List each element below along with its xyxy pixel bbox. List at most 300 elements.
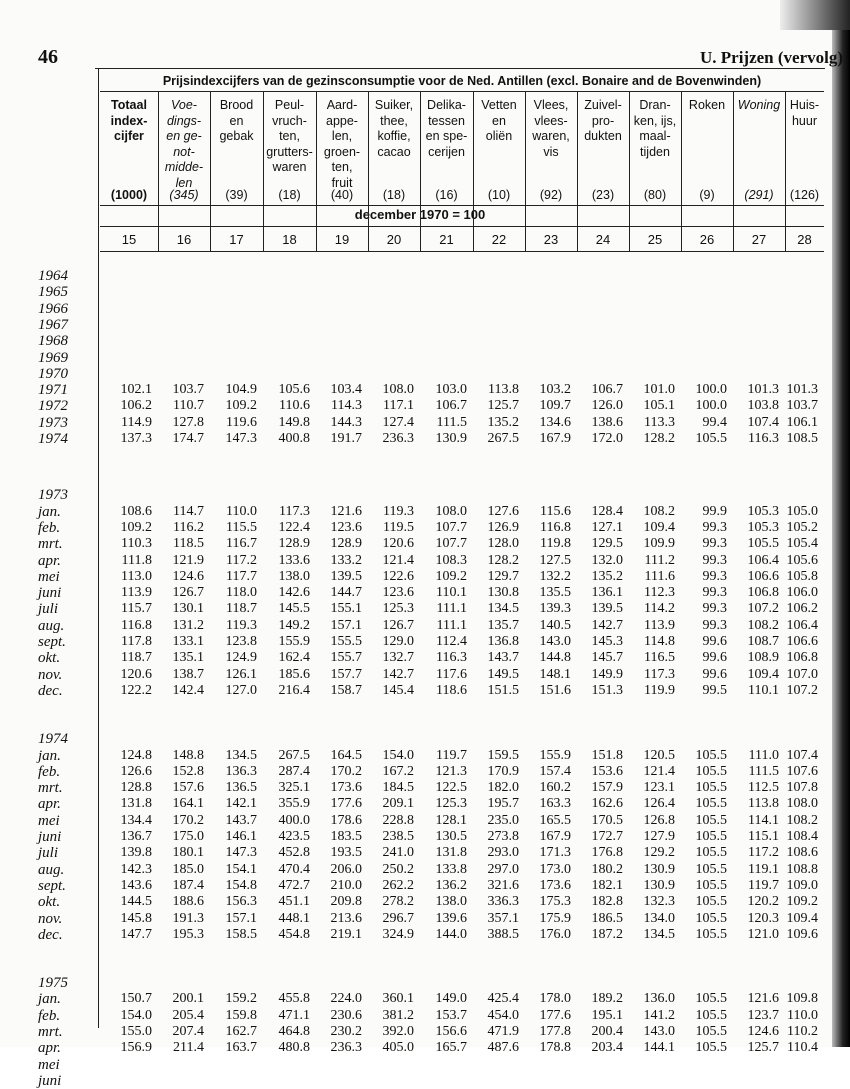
table-cell: 134.6 [539,414,571,430]
table-cell: 126.4 [643,796,675,812]
table-cell: 111.1 [436,617,467,633]
row-label: nov. [38,910,63,927]
table-cell: 128.4 [591,503,623,519]
table-cell: 177.8 [539,1024,571,1039]
table-cell: 113.9 [644,617,675,633]
table-cell: 145.4 [382,682,414,698]
column-number: 27 [751,232,767,247]
column-number: 20 [386,232,402,247]
table-cell: 134.5 [487,601,519,617]
table-cell: 99.5 [702,682,727,698]
table-cell: 107.2 [786,682,818,698]
table-cell: 156.6 [435,1024,467,1039]
table-cell: 293.0 [487,845,519,861]
table-cell: 230.2 [330,1024,362,1039]
table-cell: 174.7 [172,431,204,446]
table-cell: 108.2 [643,503,675,519]
table-cell: 110.2 [787,1024,818,1039]
table-cell: 124.8 [120,747,152,763]
table-cell: 117.8 [121,634,152,649]
column-header: Brood en gebak [219,98,254,143]
table-cell: 209.1 [382,796,414,812]
table-cell: 115.5 [226,519,257,535]
table-cell: 176.8 [591,845,623,861]
table-cell: 105.0 [786,503,818,519]
table-cell: 132.7 [382,650,414,666]
table-cell: 137.3 [120,431,152,446]
row-label: okt. [38,894,61,911]
table-cell: 191.3 [172,910,204,926]
table-cell: 136.0 [643,991,675,1007]
table-cell: 157.1 [330,617,362,633]
table-cell: 144.0 [435,926,467,942]
table-cell: 154.0 [382,747,414,763]
table-cell: 111.5 [748,763,779,779]
table-cell: 99.3 [702,585,727,601]
table-cell: 325.1 [278,780,310,796]
table-cell: 203.4 [591,1040,623,1056]
row-label: sept. [38,877,66,894]
table-cell: 118.7 [121,650,152,666]
table-cell: 471.1 [278,1007,310,1023]
table-cell: 144.5 [120,894,152,910]
table-cell: 238.5 [382,829,414,844]
table-cell: 144.1 [643,1040,675,1056]
table-cell: 126.0 [591,398,623,414]
table-cell: 108.8 [786,861,818,877]
row-label: aug. [38,617,65,634]
table-cell: 142.1 [225,796,257,812]
table-cell: 133.8 [435,861,467,877]
column-header: Woning [737,98,781,112]
table-cell: 115.6 [540,503,571,519]
column-number: 24 [595,232,611,247]
row-label: 1965 [38,284,68,301]
table-cell: 180.1 [172,845,204,861]
table-cell: 99.3 [702,519,727,535]
table-cell: 107.4 [747,414,779,430]
table-cell: 108.0 [382,382,414,398]
table-cell: 134.4 [120,812,152,828]
table-cell: 472.7 [278,877,310,893]
table-cell: 106.2 [120,398,152,414]
table-cell: 108.9 [747,650,779,666]
table-cell: 114.3 [331,398,362,414]
table-cell: 452.8 [278,845,310,861]
table-cell: 106.2 [786,601,818,617]
table-cell: 108.2 [786,812,818,828]
table-cell: 155.1 [330,601,362,617]
table-cell: 148.8 [172,747,204,763]
table-cell: 236.3 [382,431,414,446]
table-cell: 130.8 [487,585,519,601]
row-label: sept. [38,634,66,650]
table-cell: 117.3 [279,503,310,519]
table-cell: 111.2 [644,552,675,568]
table-cell: 151.3 [591,682,623,698]
table-cell: 108.7 [747,634,779,649]
table-cell: 200.1 [172,991,204,1007]
group-year-label: 1975 [38,975,68,992]
table-cell: 355.9 [278,796,310,812]
table-cell: 121.4 [382,552,414,568]
table-cell: 136.1 [591,585,623,601]
table-cell: 131.8 [120,796,152,812]
table-cell: 116.7 [226,536,257,552]
table-cell: 123.6 [330,519,362,535]
row-label: juni [38,585,62,602]
table-cell: 99.6 [702,666,727,682]
table-cell: 297.0 [487,861,519,877]
table-cell: 209.8 [330,894,362,910]
table-cell: 111.8 [121,552,152,568]
table-cell: 167.9 [539,829,571,844]
colnum-rule [100,251,824,252]
table-cell: 122.4 [278,519,310,535]
table-cell: 110.7 [173,398,204,414]
table-cell: 113.8 [488,382,519,398]
table-cell: 129.0 [382,634,414,649]
table-cell: 120.5 [643,747,675,763]
table-cell: 113.8 [748,796,779,812]
table-cell: 156.3 [225,894,257,910]
table-cell: 388.5 [487,926,519,942]
table-cell: 105.6 [278,382,310,398]
row-label: juni [38,829,62,845]
table-cell: 105.5 [695,431,727,446]
table-cell: 155.9 [278,634,310,649]
table-cell: 213.6 [330,910,362,926]
table-cell: 144.7 [330,585,362,601]
table-cell: 195.3 [172,926,204,942]
table-cell: 195.1 [591,1007,623,1023]
table-cell: 108.6 [120,503,152,519]
table-cell: 109.4 [747,666,779,682]
column-number: 19 [334,232,350,247]
table-cell: 128.9 [278,536,310,552]
table-cell: 278.2 [382,894,414,910]
column-weight: (345) [169,188,199,202]
table-cell: 99.6 [702,634,727,649]
row-label: apr. [38,796,61,813]
column-weight: (18) [278,188,301,202]
table-cell: 128.9 [330,536,362,552]
table-cell: 99.3 [702,568,727,584]
table-cell: 106.6 [786,634,818,649]
row-label: jan. [38,747,61,764]
table-cell: 142.7 [382,666,414,682]
table-cell: 147.7 [120,926,152,942]
table-cell: 105.5 [695,796,727,812]
table-cell: 142.6 [278,585,310,601]
caption-rule [100,91,824,92]
column-weight: (10) [487,188,511,202]
table-cell: 128.2 [643,431,675,446]
table-cell: 147.3 [225,431,257,446]
table-cell: 110.1 [436,585,467,601]
table-cell: 119.7 [436,747,467,763]
table-cell: 127.6 [487,503,519,519]
table-cell: 121.4 [643,763,675,779]
table-cell: 107.8 [786,780,818,796]
table-cell: 105.5 [695,910,727,926]
table-cell: 107.0 [786,666,818,682]
table-cell: 105.5 [695,894,727,910]
table-cell: 170.9 [487,763,519,779]
table-cell: 127.0 [225,682,257,698]
table-cell: 111.5 [436,414,467,430]
column-number: 15 [121,232,137,247]
table-cell: 105.5 [695,877,727,893]
table-cell: 119.1 [748,861,779,877]
table-cell: 154.1 [225,861,257,877]
table-cell: 121.6 [747,991,779,1007]
scan-edge-shadow [780,0,850,30]
column-header: Zuivel- pro- dukten [584,98,622,143]
table-cell: 110.4 [787,1040,818,1056]
table-cell: 267.5 [487,431,519,446]
table-cell: 139.3 [539,601,571,617]
table-cell: 105.3 [747,519,779,535]
column-number: 22 [491,232,507,247]
table-cell: 109.2 [435,568,467,584]
table-cell: 119.9 [644,682,675,698]
table-cell: 360.1 [382,991,414,1007]
table-cell: 128.0 [487,536,519,552]
table-cell: 129.5 [591,536,623,552]
table-cell: 336.3 [487,894,519,910]
table-cell: 101.3 [747,382,779,398]
table-cell: 130.5 [435,829,467,844]
table-cell: 127.1 [591,519,623,535]
table-cell: 170.2 [172,812,204,828]
table-cell: 176.0 [539,926,571,942]
table-cell: 119.3 [226,617,257,633]
table-cell: 177.6 [330,796,362,812]
table-cell: 126.9 [487,519,519,535]
table-cell: 400.8 [278,431,310,446]
table-cell: 107.2 [747,601,779,617]
row-label: mrt. [38,1024,63,1040]
table-cell: 106.7 [435,398,467,414]
table-cell: 165.5 [539,812,571,828]
table-cell: 167.9 [539,431,571,446]
table-cell: 117.1 [383,398,414,414]
table-cell: 160.2 [539,780,571,796]
table-cell: 127.5 [539,552,571,568]
table-cell: 124.6 [747,1024,779,1039]
table-cell: 120.2 [747,894,779,910]
row-label: mei [38,1056,60,1073]
section-title: U. Prijzen (vervolg) [700,48,844,67]
table-cell: 110.0 [226,503,257,519]
table-cell: 182.8 [591,894,623,910]
row-label: juli [38,601,59,618]
table-cell: 110.6 [279,398,310,414]
table-cell: 187.2 [591,926,623,942]
table-cell: 114.7 [173,503,204,519]
table-cell: 125.7 [487,398,519,414]
table-cell: 186.5 [591,910,623,926]
base-rule [100,226,824,227]
table-cell: 172.7 [591,829,623,844]
table-cell: 109.7 [539,398,571,414]
table-cell: 108.6 [786,845,818,861]
column-number: 25 [647,232,663,247]
table-cell: 126.7 [172,585,204,601]
table-cell: 121.0 [747,926,779,942]
table-cell: 126.1 [225,666,257,682]
column-header: Totaal index- cijfer [110,98,148,143]
table-cell: 118.0 [226,585,257,601]
table-cell: 123.8 [225,634,257,649]
table-cell: 273.8 [487,829,519,844]
table-cell: 105.5 [695,845,727,861]
table-cell: 109.4 [786,910,818,926]
table-cell: 423.5 [278,829,310,844]
row-label: 1964 [38,268,68,284]
table-cell: 175.0 [172,829,204,844]
table-cell: 115.1 [748,829,779,844]
table-cell: 136.8 [487,634,519,649]
column-number: 23 [543,232,559,247]
row-label: 1972 [38,398,68,415]
column-weight: (16) [435,188,458,202]
table-cell: 136.3 [225,763,257,779]
table-cell: 109.0 [786,877,818,893]
row-label: 1968 [38,333,68,350]
table-cell: 321.6 [487,877,519,893]
column-header: Huis- huur [789,98,820,128]
table-cell: 126.7 [382,617,414,633]
table-cell: 195.7 [487,796,519,812]
column-header: Dran- ken, ijs, maal- tijden [633,98,677,159]
table-cell: 267.5 [278,747,310,763]
table-cell: 125.3 [435,796,467,812]
table-cell: 135.5 [539,585,571,601]
table-cell: 101.0 [643,382,675,398]
row-label: 1967 [38,316,68,333]
table-cell: 111.6 [644,568,675,584]
table-cell: 177.6 [539,1007,571,1023]
table-cell: 165.7 [435,1040,467,1056]
table-cell: 114.8 [644,634,675,649]
table-cell: 113.0 [121,568,152,584]
table-cell: 106.6 [747,568,779,584]
table-cell: 134.0 [643,910,675,926]
table-cell: 139.5 [330,568,362,584]
table-cell: 163.3 [539,796,571,812]
table-cell: 144.8 [539,650,571,666]
table-cell: 117.6 [436,666,467,682]
table-cell: 451.1 [278,894,310,910]
table-cell: 296.7 [382,910,414,926]
table-cell: 206.0 [330,861,362,877]
table-cell: 109.2 [120,519,152,535]
table-cell: 107.4 [786,747,818,763]
table-cell: 405.0 [382,1040,414,1056]
table-cell: 173.6 [330,780,362,796]
table-cell: 159.8 [225,1007,257,1023]
table-cell: 149.0 [435,991,467,1007]
table-cell: 138.0 [278,568,310,584]
table-cell: 110.3 [121,536,152,552]
table-cell: 127.4 [382,414,414,430]
table-cell: 178.6 [330,812,362,828]
table-cell: 115.7 [121,601,152,617]
table-cell: 105.5 [695,991,727,1007]
table-cell: 172.0 [591,431,623,446]
column-header: Vlees, vlees- waren, vis [532,98,570,159]
row-label: mrt. [38,536,63,553]
table-cell: 107.7 [435,536,467,552]
table-cell: 149.8 [278,414,310,430]
row-label: feb. [38,519,61,536]
table-cell: 175.3 [539,894,571,910]
table-cell: 178.0 [539,991,571,1007]
table-cell: 262.2 [382,877,414,893]
table-cell: 185.0 [172,861,204,877]
table-cell: 180.2 [591,861,623,877]
column-header: Voe- dings- en ge- not- midde- len [164,98,204,190]
table-cell: 118.6 [436,682,467,698]
column-weight: (39) [225,188,248,202]
table-cell: 149.2 [278,617,310,633]
table-cell: 136.2 [435,877,467,893]
table-cell: 157.4 [539,763,571,779]
table-cell: 145.5 [278,601,310,617]
row-label: feb. [38,1007,61,1024]
table-cell: 118.5 [173,536,204,552]
table-cell: 147.3 [225,845,257,861]
table-cell: 126.6 [120,763,152,779]
table-cell: 156.9 [120,1040,152,1056]
table-cell: 109.2 [225,398,257,414]
table-cell: 111.1 [436,601,467,617]
table-cell: 471.9 [487,1024,519,1039]
table-cell: 117.2 [226,552,257,568]
table-cell: 127.9 [643,829,675,844]
table-cell: 425.4 [487,991,519,1007]
table-cell: 184.5 [382,780,414,796]
table-cell: 105.5 [695,780,727,796]
table-cell: 136.5 [225,780,257,796]
table-cell: 470.4 [278,861,310,877]
table-cell: 131.8 [435,845,467,861]
table-cell: 157.7 [330,666,362,682]
table-cell: 324.9 [382,926,414,942]
table-cell: 454.0 [487,1007,519,1023]
table-cell: 118.7 [226,601,257,617]
table-cell: 138.0 [435,894,467,910]
column-weight: (9) [699,188,715,202]
table-cell: 135.2 [591,568,623,584]
table-cell: 139.6 [435,910,467,926]
column-weight: (291) [744,188,774,202]
table-cell: 116.3 [436,650,467,666]
table-cell: 151.5 [487,682,519,698]
table-cell: 135.7 [487,617,519,633]
row-label: 1970 [38,365,68,382]
table-cell: 143.6 [120,877,152,893]
table-cell: 109.6 [786,926,818,942]
row-label: mrt. [38,780,63,797]
table-cell: 122.5 [435,780,467,796]
table-cell: 142.4 [172,682,204,698]
row-label: 1971 [38,382,68,399]
table-cell: 170.5 [591,812,623,828]
table-cell: 109.9 [643,536,675,552]
